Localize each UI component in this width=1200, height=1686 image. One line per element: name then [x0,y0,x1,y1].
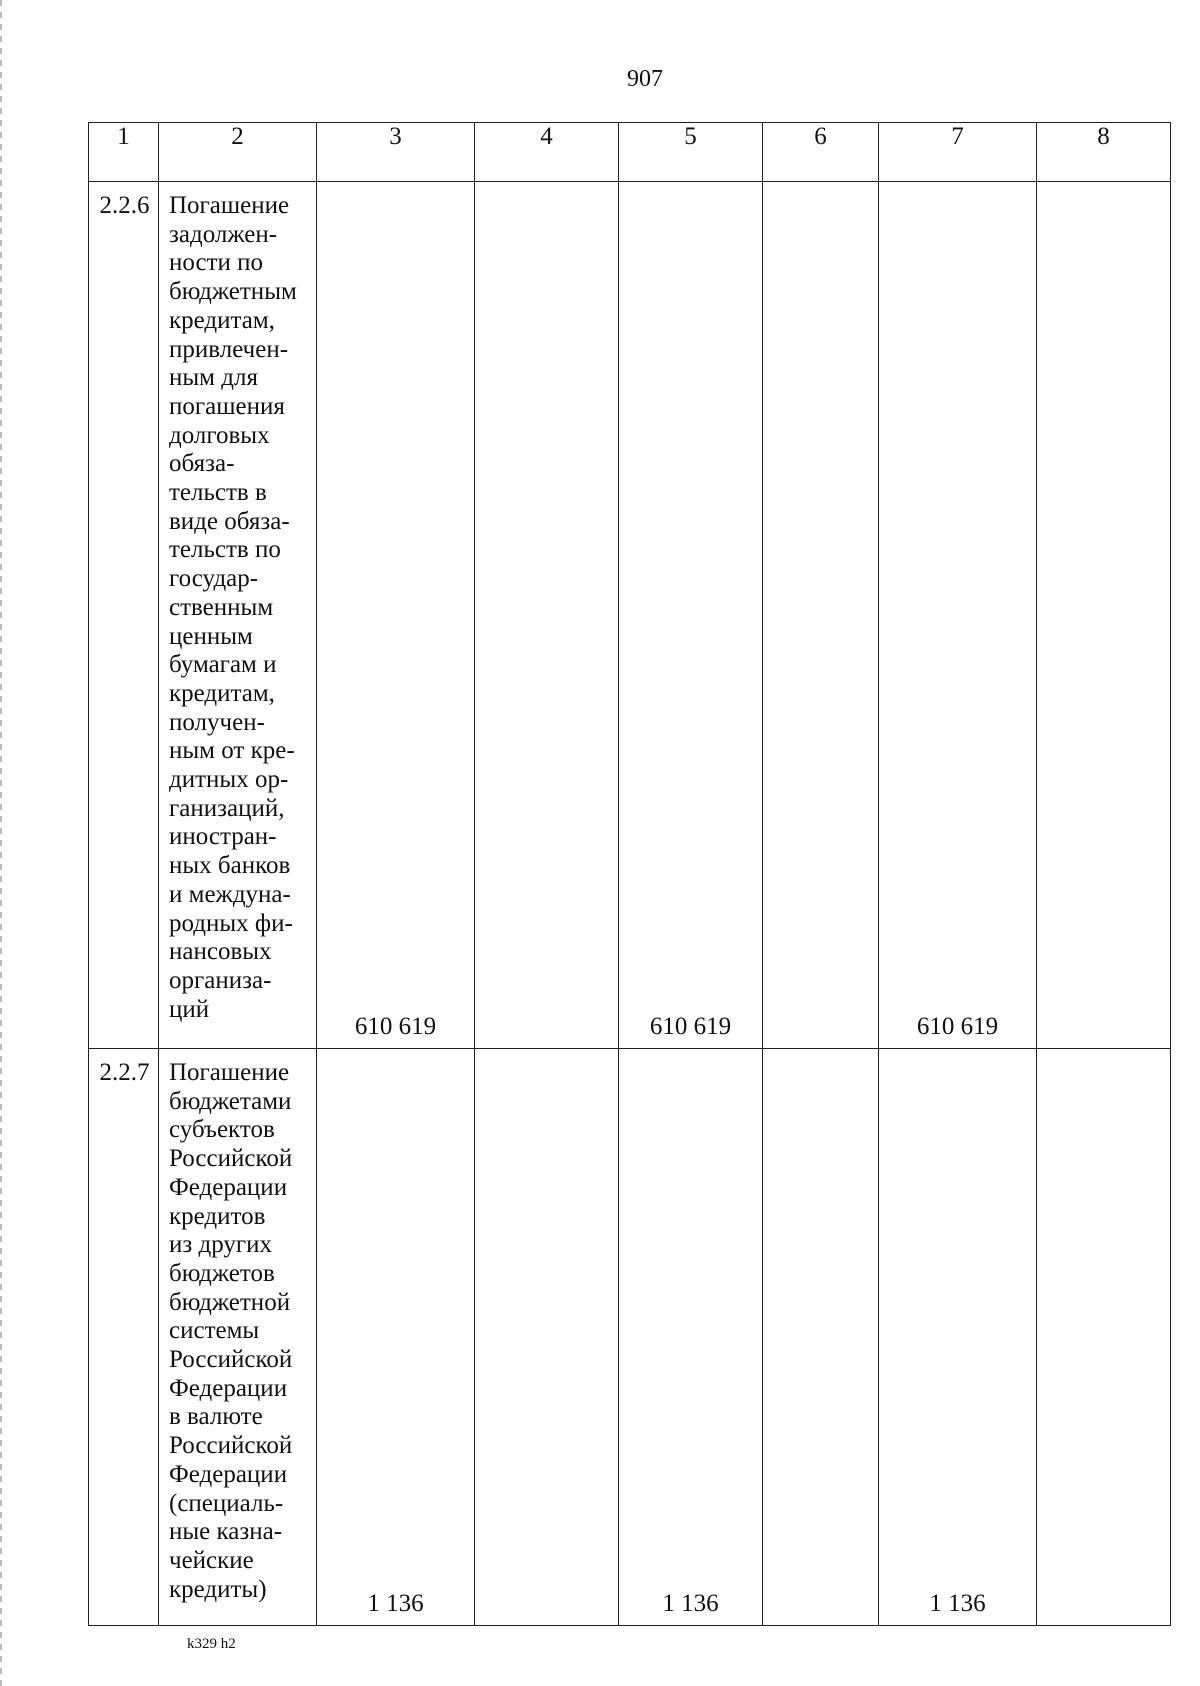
value-col4 [475,1049,619,1626]
value-col3: 1 136 [317,1049,475,1626]
scan-left-edge [0,0,2,1686]
budget-table [88,122,1171,1626]
row-code: 2.2.7 [89,1049,159,1626]
column-header: 8 [1037,123,1171,182]
table-header-row [89,123,1171,182]
column-header: 5 [619,123,763,182]
value-col4 [475,182,619,1049]
page-number: 907 [627,66,663,92]
row-description-text: Погашение бюджетами субъектов Российской Федерации кредитов из других бюджетов бюджетной системы Российской Федерации в валюте Российской Федерации (специаль- ные казна- чейские кредиты) [169,1059,293,1603]
column-header: 6 [763,123,879,182]
value-col6 [763,182,879,1049]
row-description [159,1049,317,1626]
column-header: 3 [317,123,475,182]
row-description [159,182,317,1049]
value-col7: 610 619 [879,182,1037,1049]
row-description-text: Погашение задолжен- ности по бюджетным кредитам, привлечен- ным для погашения долговых обяза- тельств в виде обяза- тельств по государ- ственным ценным бумагам и кредитам, получен- ным от кре- дитных ор- ганизаций, иностран- ных банков и междуна- родных фи- нансовых организа- ций [169,192,297,1023]
value-col8 [1037,182,1171,1049]
column-header: 1 [89,123,159,182]
table-row [89,1049,1171,1626]
value-col5: 610 619 [619,182,763,1049]
value-col3: 610 619 [317,182,475,1049]
row-code: 2.2.6 [89,182,159,1049]
table-row [89,182,1171,1049]
value-col7: 1 136 [879,1049,1037,1626]
column-header: 2 [159,123,317,182]
value-col6 [763,1049,879,1626]
value-col8 [1037,1049,1171,1626]
column-header: 7 [879,123,1037,182]
footer-code: k329 h2 [187,1636,236,1652]
column-header: 4 [475,123,619,182]
value-col5: 1 136 [619,1049,763,1626]
